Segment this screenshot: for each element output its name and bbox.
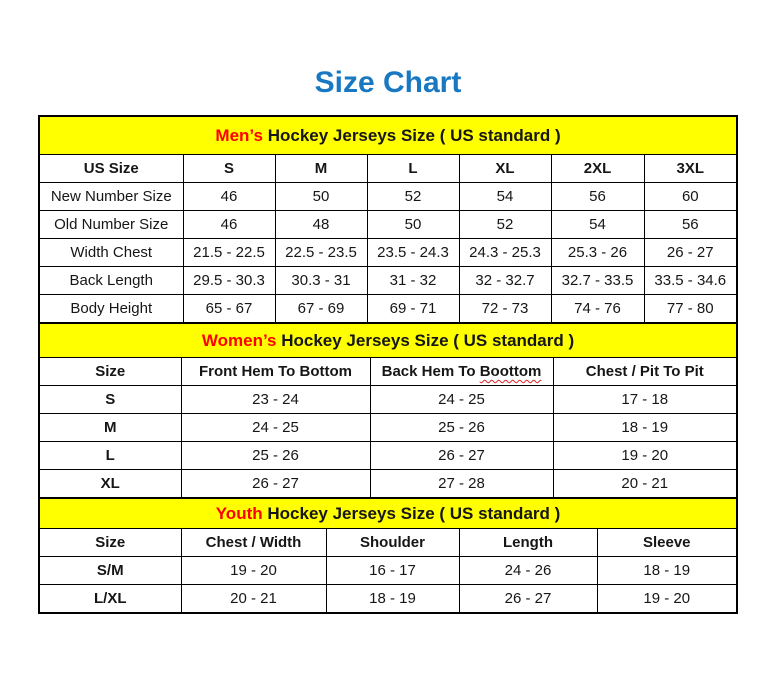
- table-row: [39, 585, 737, 614]
- table-row: [39, 267, 737, 295]
- womens-banner-text: Hockey Jerseys Size ( US standard ): [281, 330, 575, 350]
- mens-header-cell: M: [275, 155, 367, 183]
- mens-size-table: [38, 115, 738, 324]
- table-cell: 27 - 28: [370, 470, 553, 499]
- mens-header-cell: 3XL: [644, 155, 737, 183]
- womens-banner-row: [39, 323, 737, 358]
- mens-header-cell: S: [183, 155, 275, 183]
- row-label-cell: S/M: [39, 557, 181, 585]
- table-cell: 29.5 - 30.3: [183, 267, 275, 295]
- table-row: [39, 414, 737, 442]
- youth-header-cell: Length: [459, 529, 597, 557]
- mens-header-cell: L: [367, 155, 459, 183]
- table-cell: 54: [551, 211, 644, 239]
- table-cell: 25 - 26: [181, 442, 370, 470]
- table-cell: 18 - 19: [553, 414, 737, 442]
- row-label-cell: Width Chest: [39, 239, 183, 267]
- womens-header-cell: Front Hem To Bottom: [181, 358, 370, 386]
- womens-header-cell: [370, 358, 553, 386]
- table-cell: 60: [644, 183, 737, 211]
- table-cell: 23 - 24: [181, 386, 370, 414]
- table-cell: 22.5 - 23.5: [275, 239, 367, 267]
- table-cell: 52: [367, 183, 459, 211]
- row-label-cell: New Number Size: [39, 183, 183, 211]
- title-section: [0, 0, 776, 100]
- table-cell: 48: [275, 211, 367, 239]
- mens-banner-row: [39, 116, 737, 155]
- mens-header-row: [39, 155, 737, 183]
- table-cell: 26 - 27: [181, 470, 370, 499]
- table-cell: 25.3 - 26: [551, 239, 644, 267]
- table-cell: 46: [183, 183, 275, 211]
- youth-banner: [39, 498, 737, 529]
- youth-banner-highlight: Youth: [215, 503, 263, 523]
- row-label-cell: S: [39, 386, 181, 414]
- youth-banner-text: Hockey Jerseys Size ( US standard ): [267, 503, 561, 523]
- table-cell: 50: [367, 211, 459, 239]
- table-cell: 26 - 27: [370, 442, 553, 470]
- table-cell: 18 - 19: [597, 557, 737, 585]
- size-chart: [38, 115, 738, 614]
- table-row: [39, 295, 737, 324]
- table-row: [39, 211, 737, 239]
- table-cell: 26 - 27: [459, 585, 597, 614]
- table-cell: 24.3 - 25.3: [459, 239, 551, 267]
- table-row: [39, 557, 737, 585]
- table-cell: 32 - 32.7: [459, 267, 551, 295]
- mens-banner-text: Hockey Jerseys Size ( US standard ): [267, 125, 561, 145]
- youth-size-table: [38, 497, 738, 614]
- table-cell: 16 - 17: [326, 557, 459, 585]
- table-cell: 69 - 71: [367, 295, 459, 324]
- table-cell: 24 - 25: [370, 386, 553, 414]
- mens-header-cell: 2XL: [551, 155, 644, 183]
- table-cell: 74 - 76: [551, 295, 644, 324]
- misspelled-word: Boottom: [479, 363, 542, 380]
- table-cell: 23.5 - 24.3: [367, 239, 459, 267]
- row-label-cell: Back Length: [39, 267, 183, 295]
- table-cell: 19 - 20: [181, 557, 326, 585]
- table-cell: 25 - 26: [370, 414, 553, 442]
- page-title: Size Chart: [314, 66, 462, 99]
- mens-banner: [39, 116, 737, 155]
- table-cell: 31 - 32: [367, 267, 459, 295]
- youth-header-cell: Sleeve: [597, 529, 737, 557]
- table-cell: 33.5 - 34.6: [644, 267, 737, 295]
- womens-header-back-prefix: Back Hem To: [381, 363, 476, 380]
- table-row: [39, 442, 737, 470]
- row-label-cell: L: [39, 442, 181, 470]
- table-cell: 56: [551, 183, 644, 211]
- table-row: [39, 183, 737, 211]
- table-row: [39, 386, 737, 414]
- table-row: [39, 239, 737, 267]
- row-label-cell: XL: [39, 470, 181, 499]
- womens-banner: [39, 323, 737, 358]
- table-cell: 77 - 80: [644, 295, 737, 324]
- table-cell: 52: [459, 211, 551, 239]
- table-cell: 26 - 27: [644, 239, 737, 267]
- youth-header-cell: Size: [39, 529, 181, 557]
- youth-banner-row: [39, 498, 737, 529]
- womens-size-table: [38, 322, 738, 499]
- table-cell: 18 - 19: [326, 585, 459, 614]
- table-cell: 24 - 26: [459, 557, 597, 585]
- womens-header-row: [39, 358, 737, 386]
- mens-header-cell: XL: [459, 155, 551, 183]
- table-cell: 54: [459, 183, 551, 211]
- row-label-cell: Old Number Size: [39, 211, 183, 239]
- youth-header-cell: Shoulder: [326, 529, 459, 557]
- table-cell: 46: [183, 211, 275, 239]
- table-cell: 30.3 - 31: [275, 267, 367, 295]
- mens-banner-highlight: Men’s: [215, 125, 263, 145]
- row-label-cell: L/XL: [39, 585, 181, 614]
- table-cell: 32.7 - 33.5: [551, 267, 644, 295]
- table-cell: 56: [644, 211, 737, 239]
- table-cell: 67 - 69: [275, 295, 367, 324]
- row-label-cell: M: [39, 414, 181, 442]
- mens-header-cell: US Size: [39, 155, 183, 183]
- table-cell: 20 - 21: [181, 585, 326, 614]
- table-cell: 20 - 21: [553, 470, 737, 499]
- table-row: [39, 470, 737, 499]
- table-cell: 21.5 - 22.5: [183, 239, 275, 267]
- table-cell: 17 - 18: [553, 386, 737, 414]
- table-cell: 19 - 20: [597, 585, 737, 614]
- table-cell: 19 - 20: [553, 442, 737, 470]
- table-cell: 24 - 25: [181, 414, 370, 442]
- table-cell: 65 - 67: [183, 295, 275, 324]
- table-cell: 50: [275, 183, 367, 211]
- womens-header-cell: Chest / Pit To Pit: [553, 358, 737, 386]
- youth-header-cell: Chest / Width: [181, 529, 326, 557]
- womens-header-cell: Size: [39, 358, 181, 386]
- table-cell: 72 - 73: [459, 295, 551, 324]
- womens-banner-highlight: Women’s: [201, 330, 277, 350]
- youth-header-row: [39, 529, 737, 557]
- row-label-cell: Body Height: [39, 295, 183, 324]
